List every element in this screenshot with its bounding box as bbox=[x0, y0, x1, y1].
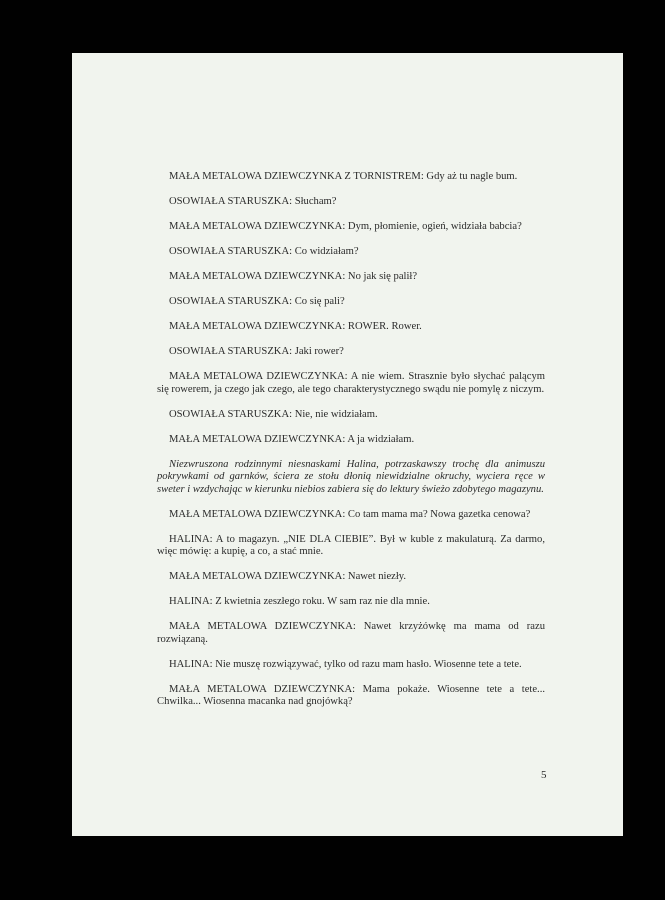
page-number: 5 bbox=[541, 769, 547, 781]
paragraph: OSOWIAŁA STARUSZKA: Co widziałam? bbox=[169, 246, 359, 257]
paragraph: MAŁA METALOWA DZIEWCZYNKA: A nie wiem. Strasznie było słychać palącym się rowerem, ja czego jak czego, ale tego charakterystycznego swądu nie pomylę z niczym. bbox=[157, 371, 545, 395]
paragraph: MAŁA METALOWA DZIEWCZYNKA: Co tam mama ma? Nowa gazetka cenowa? bbox=[169, 508, 531, 520]
paragraph: OSOWIAŁA STARUSZKA: Słucham? bbox=[169, 196, 337, 207]
paragraph: MAŁA METALOWA DZIEWCZYNKA: Nawet niezły. bbox=[169, 571, 407, 582]
paragraph: OSOWIAŁA STARUSZKA: Jaki rower? bbox=[169, 346, 344, 357]
document-body bbox=[157, 171, 545, 709]
paragraph: MAŁA METALOWA DZIEWCZYNKA: A ja widziałam. bbox=[169, 433, 415, 445]
paragraph: OSOWIAŁA STARUSZKA: Nie, nie widziałam. bbox=[169, 408, 378, 420]
document-page bbox=[72, 53, 623, 836]
paragraph: MAŁA METALOWA DZIEWCZYNKA: Dym, płomienie, ogień, widziała babcia? bbox=[169, 221, 522, 232]
paragraph: MAŁA METALOWA DZIEWCZYNKA: ROWER. Rower. bbox=[169, 321, 422, 332]
paragraph: MAŁA METALOWA DZIEWCZYNKA: Mama pokaże. Wiosenne tete a tete... Chwilka... Wiosenna macanka nad gnojówką? bbox=[157, 683, 545, 707]
paragraph: HALINA: Nie muszę rozwiązywać, tylko od razu mam hasło. Wiosenne tete a tete. bbox=[169, 658, 522, 670]
paragraph: MAŁA METALOWA DZIEWCZYNKA: No jak się palił? bbox=[169, 271, 418, 282]
paragraph: HALINA: Z kwietnia zeszłego roku. W sam raz nie dla mnie. bbox=[169, 596, 430, 607]
paragraph: OSOWIAŁA STARUSZKA: Co się pali? bbox=[169, 296, 345, 307]
stage-direction: Niezwruszona rodzinnymi niesnaskami Halina, potrzaskawszy trochę dla animuszu pokrywkami od garnków, ściera ze stołu dłonią niewidzialne okruchy, wyciera ręce w sweter i wzdychając w kierunku niebios zabiera się do lektury świeżo zdobytego magazynu. bbox=[157, 458, 545, 495]
paragraph: HALINA: A to magazyn. „NIE DLA CIEBIE”. Był w kuble z makulaturą. Za darmo, więc mówię: a kupię, a co, a stać mnie. bbox=[157, 533, 545, 557]
paragraph: MAŁA METALOWA DZIEWCZYNKA: Nawet krzyżówkę ma mama od razu rozwiązaną. bbox=[157, 621, 545, 645]
paragraph: MAŁA METALOWA DZIEWCZYNKA Z TORNISTREM: Gdy aż tu nagle bum. bbox=[169, 171, 518, 182]
